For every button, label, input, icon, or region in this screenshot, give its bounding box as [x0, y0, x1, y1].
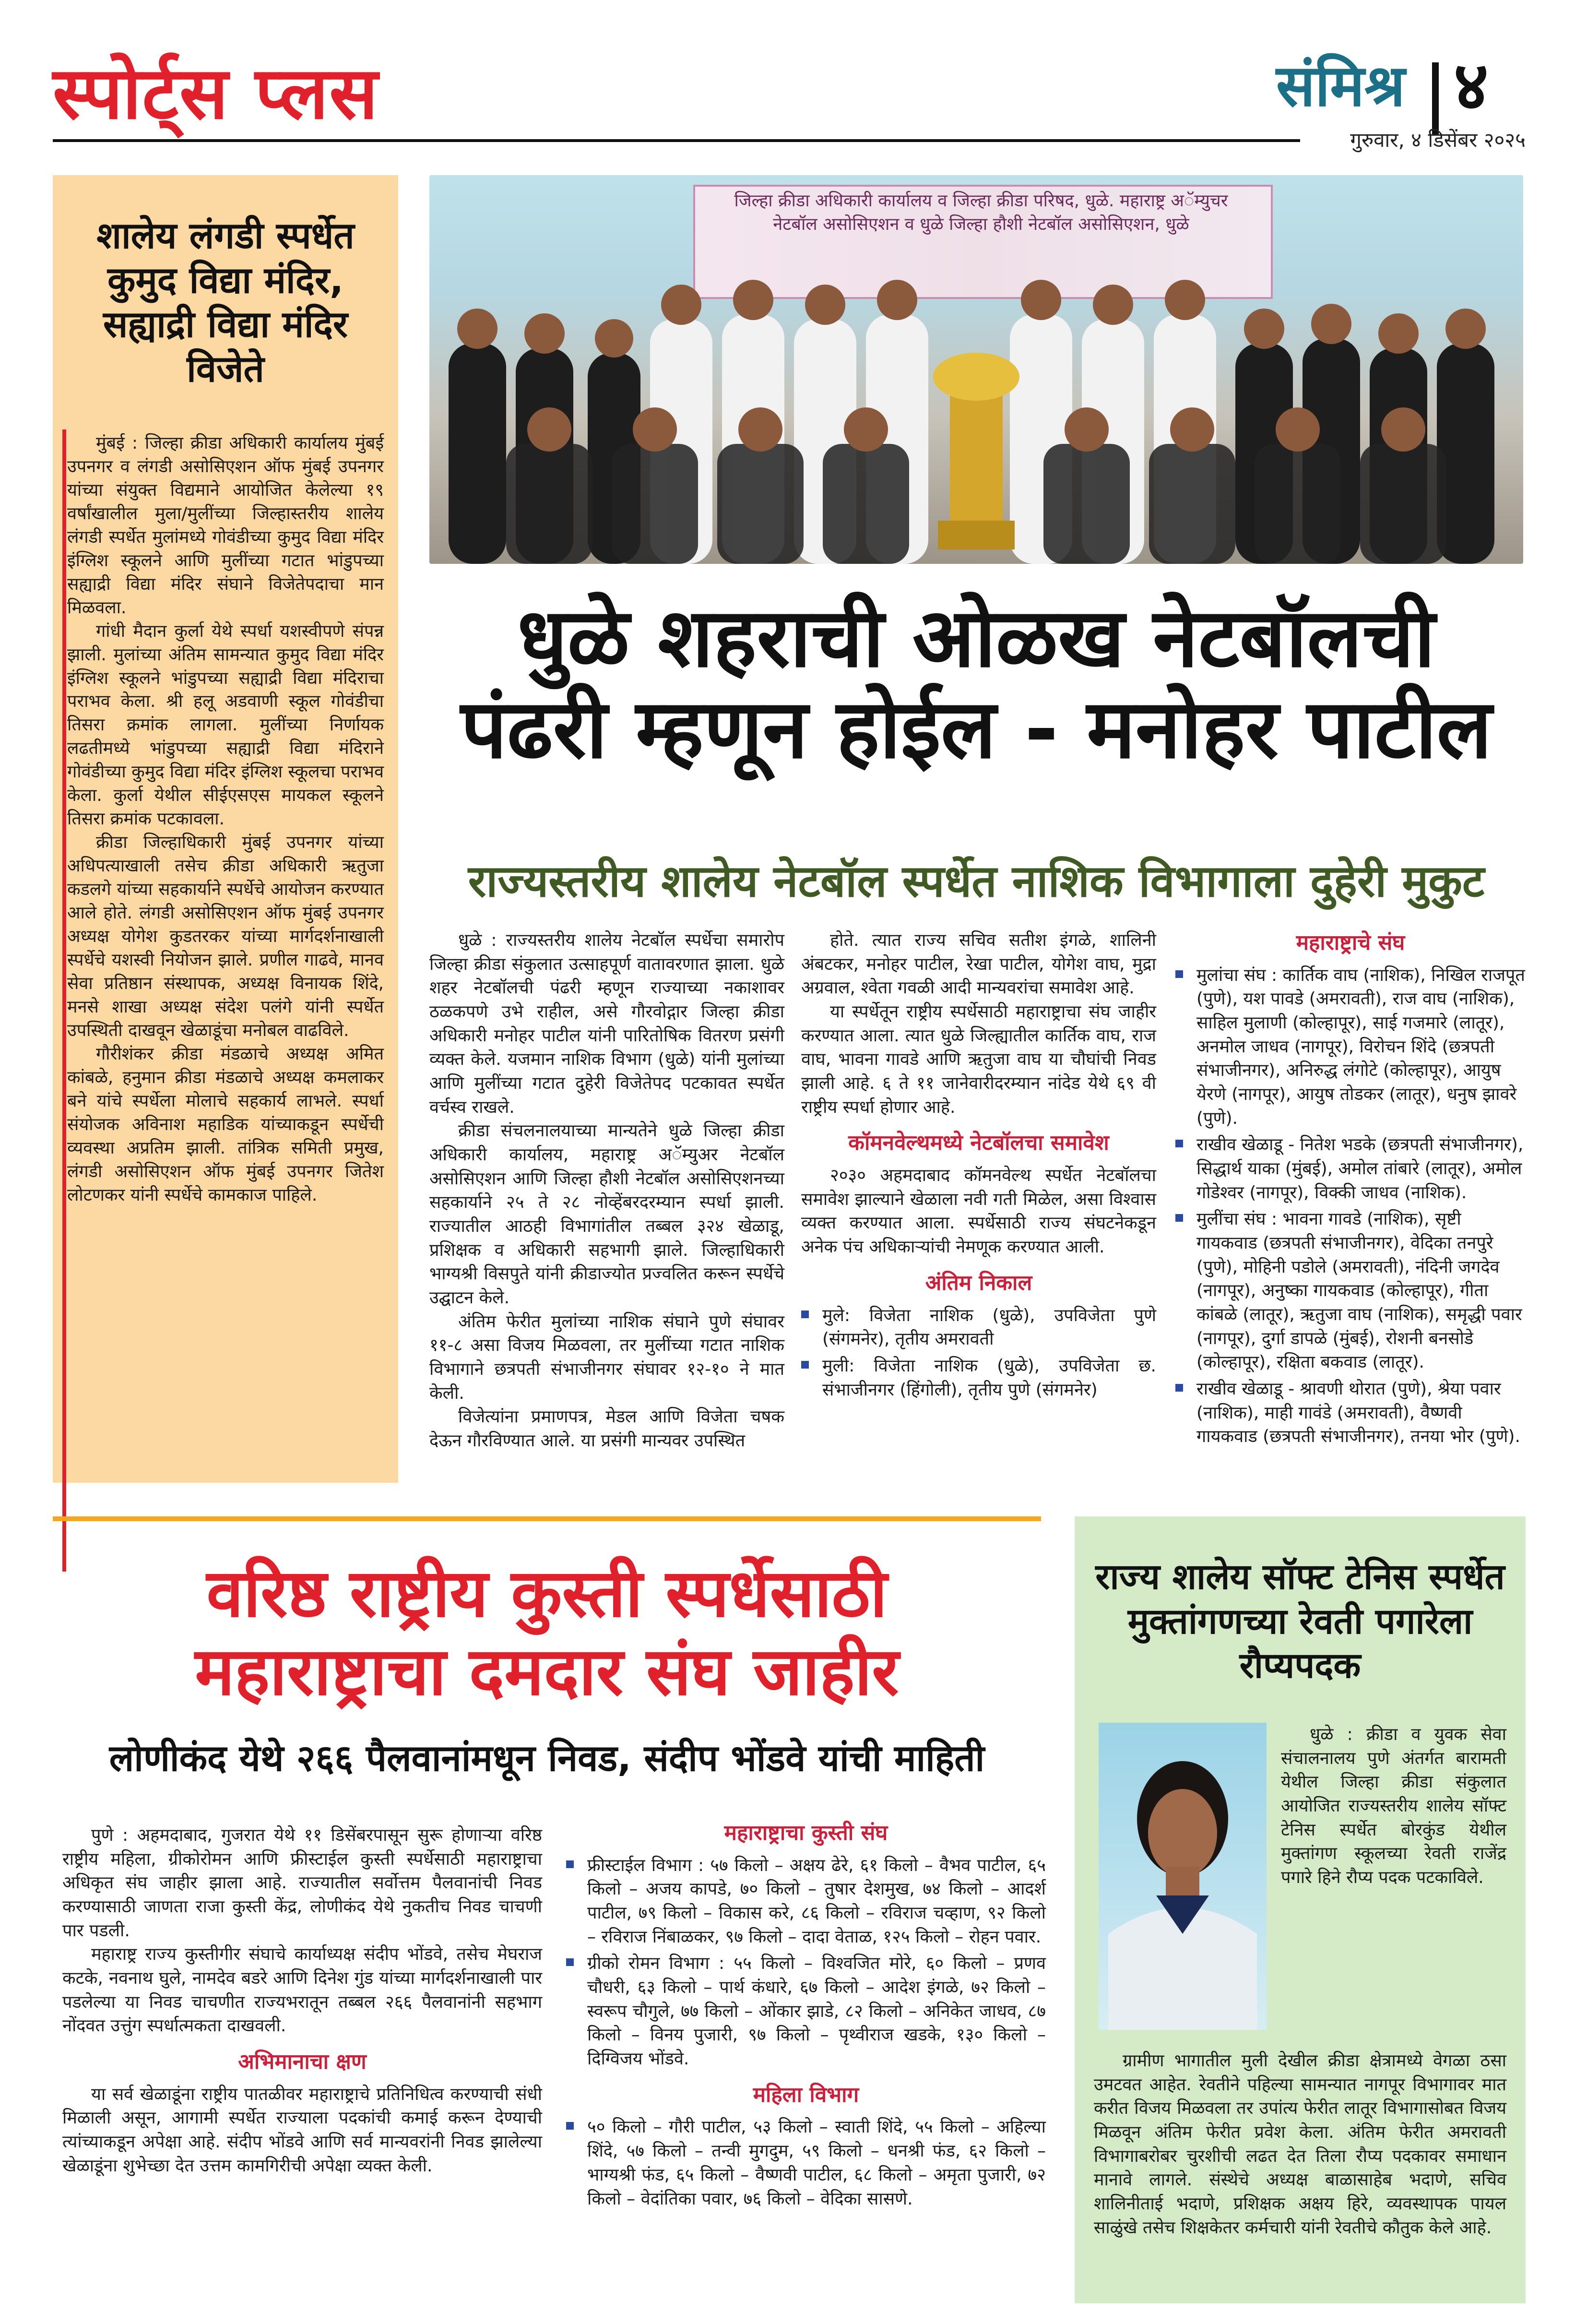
- team-item: मुलींचा संघ : भावना गावडे (नाशिक), सृष्टी गायकवाड (छत्रपती संभाजीनगर), वेदिका तनपुरे (पुणे), मोहिनी पडोले (अमरावती), नंदिनी जगदेव (नागपूर), अनुष्का गायकवाड (कोल्हापूर), गीता कांबळे (लातूर), ऋतुजा वाघ (नाशिक), समृद्धी पवार (नागपूर), दुर्गा डापळे (मुंबई), रोशनी बनसोडे (कोल्हापूर), रक्षिता बकवाड (लातूर).: [1175, 1207, 1526, 1374]
- wrestling-team-item: ग्रीको रोमन विभाग : ५५ किलो – विश्वजित मोरे, ६० किलो – प्रणव चौधरी, ६३ किलो – पार्थ कंधारे, ६७ किलो – आदेश इंगळे, ७२ किलो – स्वरूप चौगुले, ७७ किलो – ओंकार झाडे, ८२ किलो – अनिकेत जाधव, ८७ किलो – विनय पुजारी, ९७ किलो – पृथ्वीराज खडके, १३० किलो – दिग्विजय भोंडवे.: [566, 1952, 1046, 2071]
- revati-photo: [1099, 1723, 1267, 2030]
- paragraph: होते. त्यात राज्य सचिव सतीश इंगळे, शालिनी अंबटकर, मनोहर पाटील, रेखा पाटील, योगेश वाघ, मुद्रा अग्रवाल, श्वेता गवळी आदी मान्यवरांचा समावेश आहे.: [801, 930, 1156, 998]
- team-item: राखीव खेळाडू - नितेश भडके (छत्रपती संभाजीनगर), सिद्धार्थ याका (मुंबई), अमोल तांबारे (लातूर), अमोल गोडेश्वर (नागपूर), विक्की जाधव (नाशिक).: [1175, 1133, 1526, 1204]
- wrestling-headline-line2: महाराष्ट्राचा दमदार संघ जाहीर: [195, 1633, 899, 1710]
- paragraph: महाराष्ट्र राज्य कुस्तीगीर संघाचे कार्याध्यक्ष संदीप भोंडवे, तसेच मेघराज कटके, नवनाथ घुले, नामदेव बडरे आणि दिनेश गुंड यांच्या मार्गदर्शनाखाली पार पडलेल्या या निवड चाचणीत राज्यभरातून तब्बल २६६ पैलवानांनी सहभाग नोंदवत उत्तुंग स्पर्धात्मकता दाखवली.: [62, 1944, 542, 2036]
- main-subheadline: राज्यस्तरीय शालेय नेटबॉल स्पर्धेत नाशिक विभागाला दुहेरी मुकुट: [468, 856, 1485, 907]
- wrestling-col2: [566, 1819, 1046, 2214]
- paragraph: धुळे : क्रीडा व युवक सेवा संचालनालय पुणे अंतर्गत बारामती येथील जिल्हा क्रीडा संकुलात आयोजित राज्यस्तरीय शालेय सॉफ्ट टेनिस स्पर्धेत बोरकुंड येथील मुक्तांगण स्कूलच्या रेवती राजेंद्र पगारे हिने रौप्य पदक पटकाविले.: [1281, 1725, 1506, 1888]
- section-name: संमिश्र: [1276, 53, 1405, 119]
- wrestling-team-heading: महाराष्ट्राचा कुस्ती संघ: [724, 1821, 888, 1845]
- main-story-col3: [1175, 929, 1526, 1452]
- paragraph: या स्पर्धेतून राष्ट्रीय स्पर्धेसाठी महाराष्ट्राचा संघ जाहीर करण्यात आला. त्यात धुळे जिल्ह्यातील कार्तिक वाघ, राज वाघ, भावना गावडे आणि ऋतुजा वाघ या चौघांची निवड झाली आहे. ६ ते ११ जानेवारीदरम्यान नांदेड येथे ६९ वी राष्ट्रीय स्पर्धा होणार आहे.: [801, 1002, 1156, 1117]
- section-divider: [53, 1516, 1041, 1521]
- main-headline: [429, 593, 1523, 775]
- paragraph: क्रीडा जिल्हाधिकारी मुंबई उपनगर यांच्या अधिपत्याखाली तसेच क्रीडा अधिकारी ऋतुजा कडलगे यांच्या सहकार्याने स्पर्धेचे आयोजन करण्यात आले होते. लंगडी असोसिएशन ऑफ मुंबई उपनगर अध्यक्ष योगेश कुडतरकर यांच्या मार्गदर्शनाखाली स्पर्धेचे यशस्वी नियोजन झाले. प्रणील गाढवे, मानव सेवा प्रतिष्ठान संस्थापक, अध्यक्ष विनायक शिंदे, मनसे शाखा अध्यक्ष संदेश पलंगे यांनी स्पर्धेत उपस्थिती दाखवून खेळाडूंचा मनोबल वाढविले.: [67, 833, 384, 1040]
- paragraph: या सर्व खेळाडूंना राष्ट्रीय पातळीवर महाराष्ट्राचे प्रतिनिधित्व करण्याची संधी मिळाली असून, आगामी स्पर्धेत राज्याला पदकांची कमाई करून देण्याची त्यांच्याकडून अपेक्षा आहे. संदीप भोंडवे आणि सर्व मान्यवरांनी निवड झालेल्या खेळाडूंना शुभेच्छा देत उत्तम कामगिरीची अपेक्षा व्यक्त केली.: [62, 2084, 542, 2176]
- paragraph: २०३० अहमदाबाद कॉमनवेल्थ स्पर्धेत नेटबॉलचा समावेश झाल्याने खेळाला नवी गती मिळेल, असा विश्वास व्यक्त करण्यात आला. स्पर्धेसाठी राज्य संघटनेकडून अनेक पंच अधिकाऱ्यांची नेमणूक करण्यात आली.: [801, 1166, 1156, 1257]
- result-heading: अंतिम निकाल: [925, 1270, 1032, 1295]
- event-banner-text: जिल्हा क्रीडा अधिकारी कार्यालय व जिल्हा क्रीडा परिषद, धुळे. महाराष्ट्र अॅम्युचर नेटबॉल असोसिएशन व धुळे जिल्हा हौशी नेटबॉल असोसिएशन, धुळे: [734, 191, 1228, 234]
- team-item: राखीव खेळाडू - श्रावणी थोरात (पुणे), श्रेया पवार (नाशिक), माही गावंडे (अमरावती), वैष्णवी गायकवाड (छत्रपती संभाजीनगर), तनया भोर (पुणे).: [1175, 1377, 1526, 1449]
- trophy-icon: [933, 353, 1019, 549]
- main-story-col2: [801, 929, 1156, 1405]
- tennis-story-box: [1075, 1516, 1526, 2303]
- masthead-title: स्पोर्ट्स प्लस: [53, 52, 379, 135]
- accent-bar: [62, 429, 66, 1572]
- langdi-story-body: [67, 432, 384, 1207]
- date-line: गुरुवार, ४ डिसेंबर २०२५: [1350, 128, 1526, 152]
- paragraph: क्रीडा संचलनालयाच्या मान्यतेने धुळे जिल्हा क्रीडा अधिकारी कार्यालय, महाराष्ट्र अॅम्युअर नेटबॉल असोसिएशन आणि जिल्हा हौशी नेटबॉल असोसिएशनच्या सहकार्याने २५ ते २८ नोव्हेंबरदरम्यान स्पर्धा झाली. राज्यातील आठही विभागांतील तब्बल ३२४ खेळाडू, प्रशिक्षक व अधिकारी सहभागी झाले. जिल्हाधिकारी भाग्यश्री विसपुते यांनी क्रीडाज्योत प्रज्वलित करून स्पर्धेचे उद्घाटन केले.: [429, 1121, 784, 1308]
- netball-team-photo: [429, 175, 1523, 564]
- tennis-col1: [1281, 1723, 1506, 1890]
- main-headline-line2: पंढरी म्हणून होईल - मनोहर पाटील: [461, 682, 1492, 777]
- tennis-headline: राज्य शालेय सॉफ्ट टेनिस स्पर्धेत मुक्तांगणच्या रेवती पगारेला रौप्यपदक: [1095, 1556, 1505, 1686]
- wrestling-headline: [53, 1555, 1041, 1711]
- commonwealth-heading: कॉमनवेल्थमध्ये नेटबॉलचा समावेश: [848, 1131, 1109, 1156]
- paragraph: गांधी मैदान कुर्ला येथे स्पर्धा यशस्वीपणे संपन्न झाली. मुलांच्या अंतिम सामन्यात कुमुद विद्या मंदिर इंग्लिश स्कूलने भांडुपच्या सह्याद्री विद्या मंदिराचा पराभव केला. श्री हलू अडवाणी स्कूल गोवंडीचा तिसरा क्रमांक लागला. मुलींच्या निर्णायक लढतीमध्ये भांडुपच्या सह्याद्री विद्या मंदिराने गोवंडीच्या कुमुद विद्या मंदिर इंग्लिश स्कूलचा पराभव केला. कुर्ला येथील सीईएसएस मायकल स्कूलने तिसरा क्रमांक पटकावला.: [67, 621, 384, 829]
- paragraph: मुंबई : जिल्हा क्रीडा अधिकारी कार्यालय मुंबई उपनगर व लंगडी असोसिएशन ऑफ मुंबई उपनगर यांच्या संयुक्त विद्यमाने आयोजित केलेल्या १९ वर्षांखालील मुला/मुलींच्या जिल्हास्तरीय शालेय लंगडी स्पर्धेत मुलांमध्ये गोवंडीच्या कुमुद विद्या मंदिर इंग्लिश स्कूलने आणि मुलींच्या गटात भांडुपच्या सह्याद्री विद्या मंदिर संघाने विजेतेपदाचा मान मिळवला.: [67, 433, 384, 618]
- page-divider: [1432, 62, 1439, 134]
- paragraph: ग्रामीण भागातील मुली देखील क्रीडा क्षेत्रामध्ये वेगळा ठसा उमटवत आहेत. रेवतीने पहिल्या सामन्यात नागपूर विभागावर मात करीत विजय मिळवला तर उपांत्य फेरीत लातूर विभागासोबत विजय मिळवून अंतिम फेरीत प्रवेश केला. अंतिम फेरीत अमरावती विभागाबरोबर चुरशीची लढत देत तिला रौप्य पदकावर समाधान मानावे लागले. संस्थेचे अध्यक्ष बाळासाहेब भदाणे, सचिव शालिनीताई भदाणे, प्रशिक्षक अक्षय हिरे, व्यवस्थापक पायल साळुंखे तसेच शिक्षकेतर कर्मचारी यांनी रेवतीचे कौतुक केले आहे.: [1094, 2051, 1506, 2238]
- paragraph: गौरीशंकर क्रीडा मंडळाचे अध्यक्ष अमित कांबळे, हनुमान क्रीडा मंडळाचे अध्यक्ष कमलाकर बने यांचे स्पर्धेला मोलाचे सहकार्य लाभले. स्पर्धा संयोजक अविनाश महाडिक यांच्याकडून स्पर्धेची व्यवस्था अप्रतिम झाली. तांत्रिक समिती प्रमुख, लंगडी असोसिएशन ऑफ मुंबई उपनगर जितेश लोटणकर यांनी स्पर्धेचे कामकाज पाहिले.: [67, 1044, 384, 1205]
- pride-heading: अभिमानाचा क्षण: [238, 2050, 367, 2074]
- result-item: मुले: विजेता नाशिक (धुळे), उपविजेता पुणे (संगमनेर), तृतीय अमरावती: [801, 1304, 1156, 1351]
- wrestling-subheadline: लोणीकंद येथे २६६ पैलवानांमधून निवड, संदीप भोंडवे यांची माहिती: [109, 1737, 985, 1779]
- langdi-story-title: शालेय लंगडी स्पर्धेत कुमुद विद्या मंदिर, सह्याद्री विद्या मंदिर विजेते: [96, 214, 355, 391]
- paragraph: अंतिम फेरीत मुलांच्या नाशिक संघाने पुणे संघावर ११-८ असा विजय मिळवला, तर मुलींच्या गटात नाशिक विभागाने छत्रपती संभाजीनगर संघावर १२-१० ने मात केली.: [429, 1311, 784, 1403]
- main-story-col1: [429, 929, 784, 1453]
- result-item: मुली: विजेता नाशिक (धुळे), उपविजेता छ. संभाजीनगर (हिंगोली), तृतीय पुणे (संगमनेर): [801, 1354, 1156, 1402]
- wrestling-headline-line1: वरिष्ठ राष्ट्रीय कुस्ती स्पर्धेसाठी: [206, 1555, 888, 1632]
- wrestling-team-item: फ्रीस्टाईल विभाग : ५७ किलो – अक्षय ढेरे, ६१ किलो – वैभव पाटील, ६५ किलो – अजय कापडे, ७० किलो – तुषार देशमुख, ७४ किलो – आदर्श पाटील, ७९ किलो – विकास करे, ८६ किलो – रविराज चव्हाण, ९२ किलो – रविराज निंबाळकर, ९७ किलो – दादा वेताळ, १२५ किलो – रोहन पवार.: [566, 1854, 1046, 1949]
- women-team-item: ५० किलो – गौरी पाटील, ५३ किलो – स्वाती शिंदे, ५५ किलो – अहिल्या शिंदे, ५७ किलो – तन्वी मुगदुम, ५९ किलो – धनश्री फंड, ६२ किलो – भाग्यश्री फंड, ६५ किलो – वैष्णवी पाटील, ६८ किलो – अमृता पुजारी, ७२ किलो – वेदांतिका पवार, ७६ किलो – वेदिका सासणे.: [566, 2115, 1046, 2211]
- main-headline-line1: धुळे शहराची ओळख नेटबॉलची: [517, 591, 1435, 686]
- paragraph: धुळे : राज्यस्तरीय शालेय नेटबॉल स्पर्धेचा समारोप जिल्हा क्रीडा संकुलात उत्साहपूर्ण वातावरणात झाला. धुळे शहर नेटबॉलची पंढरी म्हणून राज्याच्या नकाशावर ठळकपणे उभे राहील, असे गौरवोद्गार जिल्हा क्रीडा अधिकारी मनोहर पाटील यांनी पारितोषिक वितरण प्रसंगी व्यक्त केले. यजमान नाशिक विभाग (धुळे) यांनी मुलांच्या आणि मुलींच्या गटात दुहेरी विजेतेपद पटकावत स्पर्धेत वर्चस्व राखले.: [429, 930, 784, 1117]
- team-item: मुलांचा संघ : कार्तिक वाघ (नाशिक), निखिल राजपूत (पुणे), यश पावडे (अमरावती), राज वाघ (नाशिक), साहिल मुलाणी (कोल्हापूर), साई गजमारे (लातूर), अनमोल जाधव (नागपूर), विरोचन शिंदे (छत्रपती संभाजीनगर), अनिरुद्ध लंगोटे (कोल्हापूर), आयुष येरणे (नागपूर), आयुष तोडकर (लातूर), धनुष झावरे (पुणे).: [1175, 964, 1526, 1131]
- portrait-illustration: [1099, 1723, 1267, 2030]
- langdi-story-box: [53, 175, 398, 1483]
- tennis-col2: [1094, 2049, 1506, 2240]
- players-illustration: [429, 175, 1523, 564]
- wrestling-col1: [62, 1823, 542, 2178]
- teams-heading: महाराष्ट्राचे संघ: [1296, 930, 1405, 955]
- paragraph: विजेत्यांना प्रमाणपत्र, मेडल आणि विजेता चषक देऊन गौरविण्यात आले. या प्रसंगी मान्यवर उपस्थित: [429, 1407, 784, 1451]
- paragraph: पुणे : अहमदाबाद, गुजरात येथे ११ डिसेंबरपासून सुरू होणाऱ्या वरिष्ठ राष्ट्रीय महिला, ग्रीकोरोमन आणि फ्रीस्टाईल कुस्ती स्पर्धेसाठी महाराष्ट्राचा अधिकृत संघ जाहीर झाला आहे. राज्यातील सर्वोत्तम पैलवानांची निवड करण्यासाठी जाणता राजा कुस्ती केंद्र, लोणीकंद येथे नुकतीच निवड चाचणी पार पडली.: [62, 1825, 542, 1941]
- women-heading: महिला विभाग: [753, 2082, 859, 2107]
- masthead-rule: [53, 139, 1300, 142]
- page-number: ४: [1454, 47, 1489, 125]
